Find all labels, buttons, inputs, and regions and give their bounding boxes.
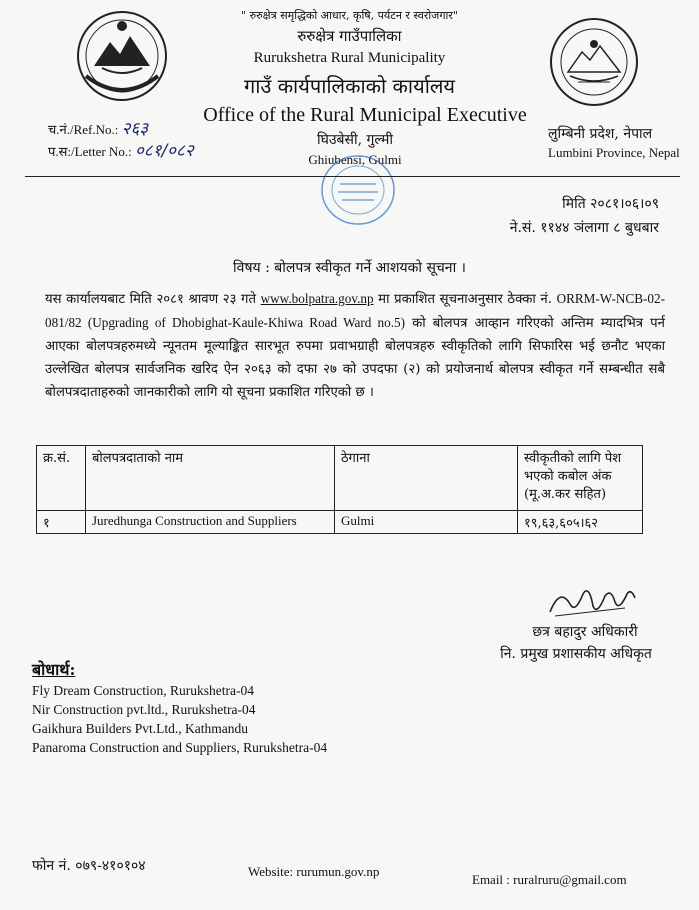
office-stamp <box>318 150 398 230</box>
col-header-amount: स्वीकृतीको लागि पेश भएको कबोल अंक (मू.अ.कर सहित) <box>518 446 643 511</box>
cell-bidder-name: Juredhunga Construction and Suppliers <box>86 511 335 534</box>
col-header-sn: क्र.सं. <box>37 446 86 511</box>
bolpatra-link[interactable]: www.bolpatra.gov.np <box>260 291 374 306</box>
office-name-en: Office of the Rural Municipal Executive <box>203 104 527 126</box>
col-header-name: बोलपत्रदाताको नाम <box>86 446 335 511</box>
address-np: घिउबेसी, गुल्मी <box>316 132 394 148</box>
municipality-name-en: Rurukshetra Rural Municipality <box>253 50 446 66</box>
body-text-3: को बोलपत्र आव्हान गरिएको अन्तिम म्यादभित्र पर्न आएका बोलपत्रहरुमध्ये न्यूनतम मूल्याङ्कित सारभूत रुपमा प्रवाभग्राही बोलपत्रहरु स्वीकृतिको लागि सिफारिस भई छनौट भएका उल्लेखित बोलपत्र सार्वजनिक खरिद ऐन २०६३ को दफा २७ को उपदफा (२) को प्रयोजनार्थ बोलपत्र स्वीकृत गर्ने सम्बन्धीत सबै बोलपत्रदाताहरुको जानकारीको लागि यो सूचना प्रकाशित गरिएको छ । <box>45 316 665 400</box>
office-name-np: गाउँ कार्यपालिकाको कार्यालय <box>243 74 456 98</box>
cell-amount: १९,६३,६०५।६२ <box>518 511 643 534</box>
subject: विषय : बोलपत्र स्वीकृत गर्ने आशयको सूचना । <box>233 260 466 276</box>
header-divider <box>25 176 680 177</box>
municipality-name-np: रुरुक्षेत्र गाउँपालिका <box>297 27 402 45</box>
signatory-title: नि. प्रमुख प्रशासकीय अधिकृत <box>500 646 652 662</box>
table-row <box>37 511 643 534</box>
signature <box>545 582 640 626</box>
body-text-1: यस कार्यालयबाट मिति २०८१ श्रावण २३ गते <box>45 292 261 307</box>
ref-label: च.नं./Ref.No.: <box>48 122 119 137</box>
list-item: Gaikhura Builders Pvt.Ltd., Kathmandu <box>32 721 248 736</box>
notice-body <box>45 287 665 404</box>
ref-number-row <box>48 116 148 139</box>
slogan: " रुरुक्षेत्र समृद्धिको आधार, कृषि, पर्यटन र स्वरोजगार" <box>241 9 458 22</box>
province-en: Lumbini Province, Nepal <box>548 145 680 160</box>
signatory-name: छत्र बहादुर अधिकारी <box>532 624 638 640</box>
footer-phone: फोन नं. ०७९-४१०१०४ <box>32 858 146 874</box>
province-np: लुम्बिनी प्रदेश, नेपाल <box>548 126 653 142</box>
letter-label: प.स:/Letter No.: <box>48 144 132 159</box>
address-en: Ghiubensi, Gulmi <box>308 152 402 167</box>
col-header-address: ठेगाना <box>335 446 518 511</box>
footer-website[interactable]: Website: rurumun.gov.np <box>248 864 380 879</box>
letter-number-row <box>48 138 194 161</box>
body-text-2: मा प्रकाशित सूचनाअनुसार ठेक्का नं. <box>373 292 557 307</box>
bidder-table <box>36 445 643 534</box>
letter-value: ०८१/०८२ <box>134 141 194 161</box>
ref-value: २६३ <box>121 119 149 139</box>
date-line: मिति २०८१।०६।०९ <box>562 196 659 212</box>
footer-email[interactable]: Email : ruralruru@gmail.com <box>472 872 627 887</box>
nepal-sambat-date: ने.सं. ११४४ ञंलागा ८ बुधबार <box>509 220 659 236</box>
contract-number: ORRM-W-NCB-02-081/82 (Upgrading of Dhobighat-Kaule-Khiwa Road Ward no.5) <box>45 291 665 330</box>
cell-sn: १ <box>37 511 86 534</box>
list-item: Nir Construction pvt.ltd., Rurukshetra-04 <box>32 702 256 717</box>
list-item: Panaroma Construction and Suppliers, Rurukshetra-04 <box>32 740 328 755</box>
cell-address: Gulmi <box>335 511 518 534</box>
cc-list <box>32 683 327 759</box>
table-header-row <box>37 446 643 511</box>
list-item: Fly Dream Construction, Rurukshetra-04 <box>32 683 254 698</box>
cc-heading: बोधार्थ: <box>32 660 76 679</box>
